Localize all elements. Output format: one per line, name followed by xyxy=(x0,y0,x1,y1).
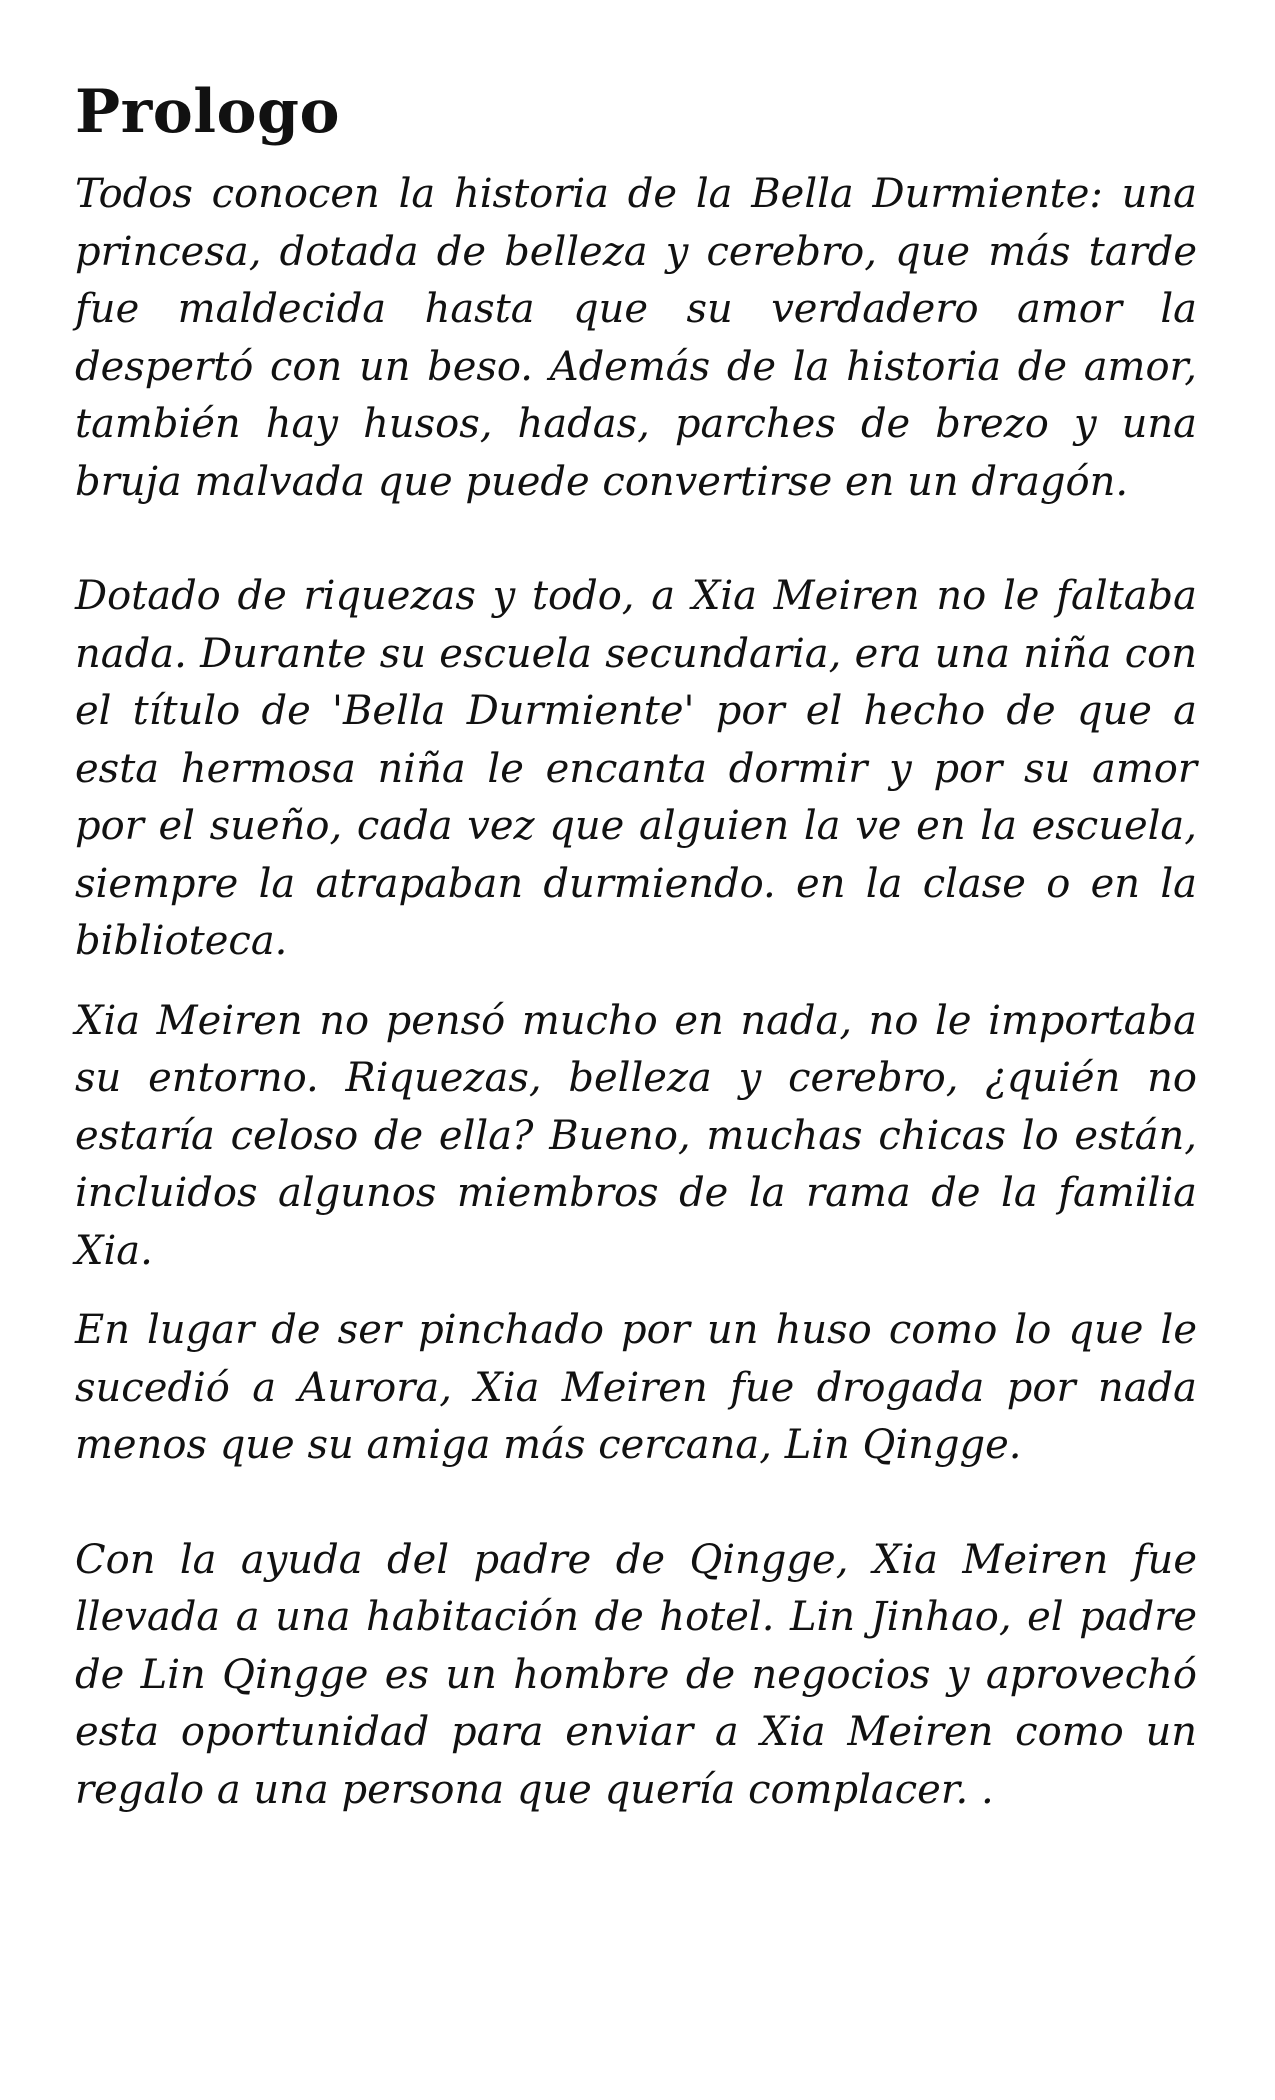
paragraph-1: Todos conocen la historia de la Bella Durmiente: una princesa, dotada de belleza y cerebro, que más tarde fue maldecida hasta que su verdadero amor la despertó con un beso. Además de la historia de amor, también hay husos, hadas, parches de brezo y una bruja malvada que puede convertirse en un dragón. xyxy=(75,171,1197,505)
paragraph-spacer xyxy=(75,1280,1197,1302)
paragraph-2: Dotado de riquezas y todo, a Xia Meiren no le faltaba nada. Durante su escuela secundaria, era una niña con el título de 'Bella Durmiente' por el hecho de que a esta hermosa niña le encanta dormir y por su amor por el sueño, cada vez que alguien la ve en la escuela, siempre la atrapaban durmiendo. en la clase o en la biblioteca. xyxy=(75,573,1197,964)
paragraph-5: Con la ayuda del padre de Qingge, Xia Meiren fue llevada a una habitación de hotel. Lin Jinhao, el padre de Lin Qingge es un hombre de negocios y aprovechó esta oportunidad para enviar a Xia Meiren como un regalo a una persona que quería complacer. . xyxy=(75,1536,1197,1813)
chapter-title: Prologo xyxy=(75,77,341,147)
paragraph-3: Xia Meiren no pensó mucho en nada, no le importaba su entorno. Riquezas, belleza y cerebro, ¿quién no estaría celoso de ella? Bueno, muchas chicas lo están, incluidos algunos miembros de la rama de la familia Xia. xyxy=(75,997,1197,1274)
paragraph-spacer xyxy=(75,1475,1197,1532)
paragraph-4: En lugar de ser pinchado por un huso como lo que le sucedió a Aurora, Xia Meiren fue drogada por nada menos que su amiga más cercana, Lin Qingge. xyxy=(75,1307,1197,1468)
paragraph-spacer xyxy=(75,511,1197,568)
document-page xyxy=(75,72,1197,1819)
paragraph-spacer xyxy=(75,971,1197,993)
